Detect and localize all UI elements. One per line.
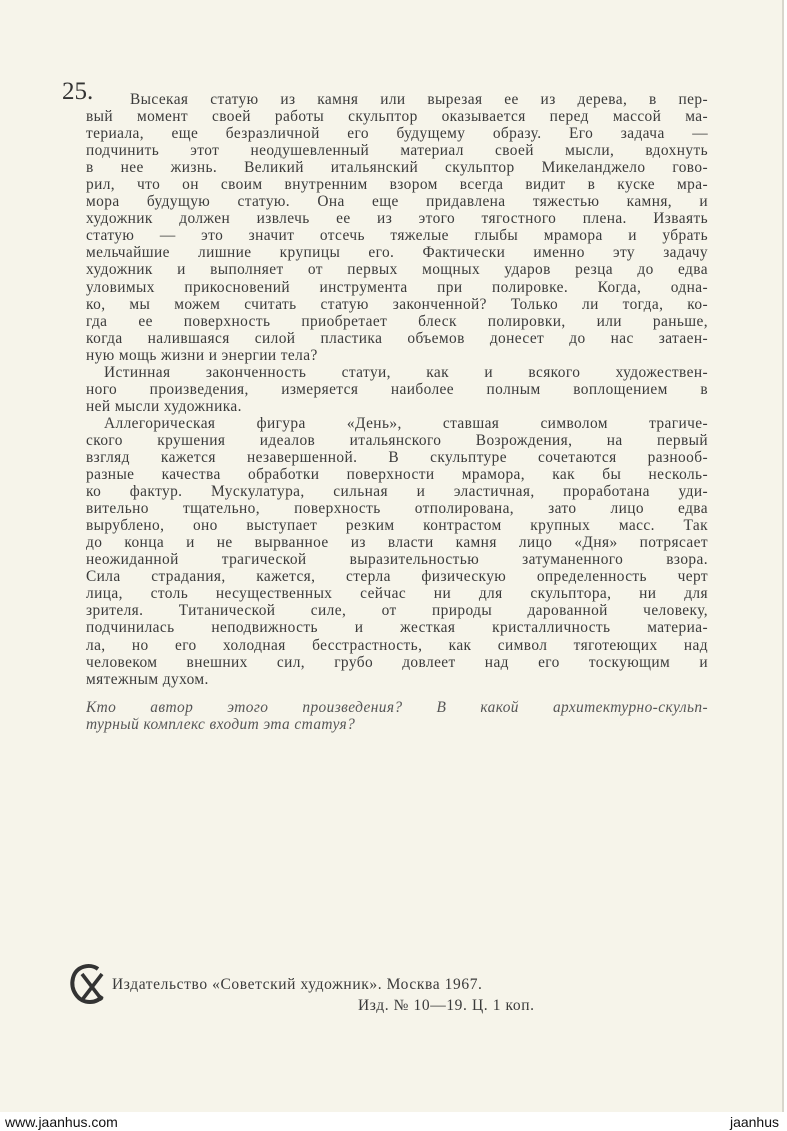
text-line: ского крушения идеалов итальянского Возрождения, на первый: [86, 431, 708, 449]
text-line: художник и выполняет от первых мощных ударов резца до едва: [86, 261, 708, 279]
text-line: вый момент своей работы скульптор оказывается перед массой ма-: [86, 108, 708, 126]
card-number: 25.: [62, 78, 94, 105]
question: [86, 699, 708, 733]
text-line: Истинная законченность статуи, как и всякого художествен-: [104, 363, 708, 381]
text-line: подчинилась неподвижность и жесткая кристалличность материа-: [86, 619, 708, 637]
imprint: [68, 960, 608, 1020]
watermark-brand: jaanhus: [729, 1114, 779, 1130]
text-line: до конца и не вырванное из власти камня лицо «Дня» потрясает: [86, 534, 708, 552]
text-line: Аллегорическая фигура «День», ставшая символом трагиче-: [104, 414, 708, 432]
text-line: вырублено, оно выступает резким контрастом крупных масс. Так: [86, 517, 708, 535]
text-line: в нее жизнь. Великий итальянский скульптор Микеланджело гово-: [86, 159, 708, 177]
text-line: лица, столь несущественных сейчас ни для скульптора, ни для: [86, 585, 708, 603]
question-line: турный комплекс входит эта статуя?: [86, 715, 356, 733]
text-line: статую — это значит отсечь тяжелые глыбы мрамора и убрать: [86, 227, 708, 245]
text-line: зрителя. Титанической силе, от природы дарованной человеку,: [86, 602, 708, 620]
publisher-line: Издательство «Советский художник». Москва 1967.: [112, 976, 483, 993]
text-line: взгляд кажется незавершенной. В скульптуре сочетаются разнооб-: [86, 448, 708, 466]
text-line: гда ее поверхность приобретает блеск полировки, или раньше,: [86, 312, 708, 330]
text-line: ного произведения, измеряется наиболее полным воплощением в: [86, 380, 708, 398]
text-line: териала, еще безразличной его будущему образу. Его задача —: [86, 125, 708, 143]
text-line: подчинить этот неодушевленный материал своей мысли, вдохнуть: [86, 142, 708, 160]
text-line: неожиданной трагической выразительностью затуманенного взора.: [86, 551, 708, 569]
text-line: Высекая статую из камня или вырезая ее из дерева, в пер-: [130, 91, 708, 108]
text-line: рил, что он своим внутренним взором всегда видит в куске мра-: [86, 176, 708, 194]
body-text: [86, 91, 708, 733]
text-line: ла, но его холодная бесстрастность, как символ тяготеющих над: [86, 636, 708, 654]
publisher-logo-icon: [68, 960, 110, 1008]
text-line: ко, мы можем считать статую законченной? Только ли тогда, ко-: [86, 295, 708, 313]
watermark-url: www.jaanhus.com: [5, 1114, 118, 1130]
text-line: вительно тщательно, поверхность отполирована, зато лицо едва: [86, 500, 708, 518]
text-line: разные качества обработки поверхности мрамора, как бы несколь-: [86, 466, 708, 484]
question-line: Кто автор этого произведения? В какой архитектурно-скульп-: [86, 698, 708, 716]
text-line: ную мощь жизни и энергии тела?: [86, 346, 318, 364]
text-line: Сила страдания, кажется, стерла физическую определенность черт: [86, 568, 708, 586]
text-line: мельчайшие лишние крупицы его. Фактически именно эту задачу: [86, 244, 708, 262]
edition-line: Изд. № 10—19. Ц. 1 коп.: [358, 997, 535, 1014]
watermark-bar: [0, 1112, 787, 1131]
text-line: уловимых прикосновений инструмента при полировке. Когда, одна-: [86, 278, 708, 296]
text-line: когда налившаяся силой пластика объемов донесет до нас затаен-: [86, 329, 708, 347]
text-line: художник должен извлечь ее из этого тягостного плена. Изваять: [86, 210, 708, 228]
text-line: мора будущую статую. Она еще придавлена тяжестью камня, и: [86, 193, 708, 211]
text-line: ко фактур. Мускулатура, сильная и эластичная, проработана уди-: [86, 483, 708, 501]
text-line: мятежным духом.: [86, 670, 209, 688]
text-line: ней мысли художника.: [86, 397, 242, 415]
text-line: человеком внешних сил, грубо довлеет над его тоскующим и: [86, 653, 708, 671]
